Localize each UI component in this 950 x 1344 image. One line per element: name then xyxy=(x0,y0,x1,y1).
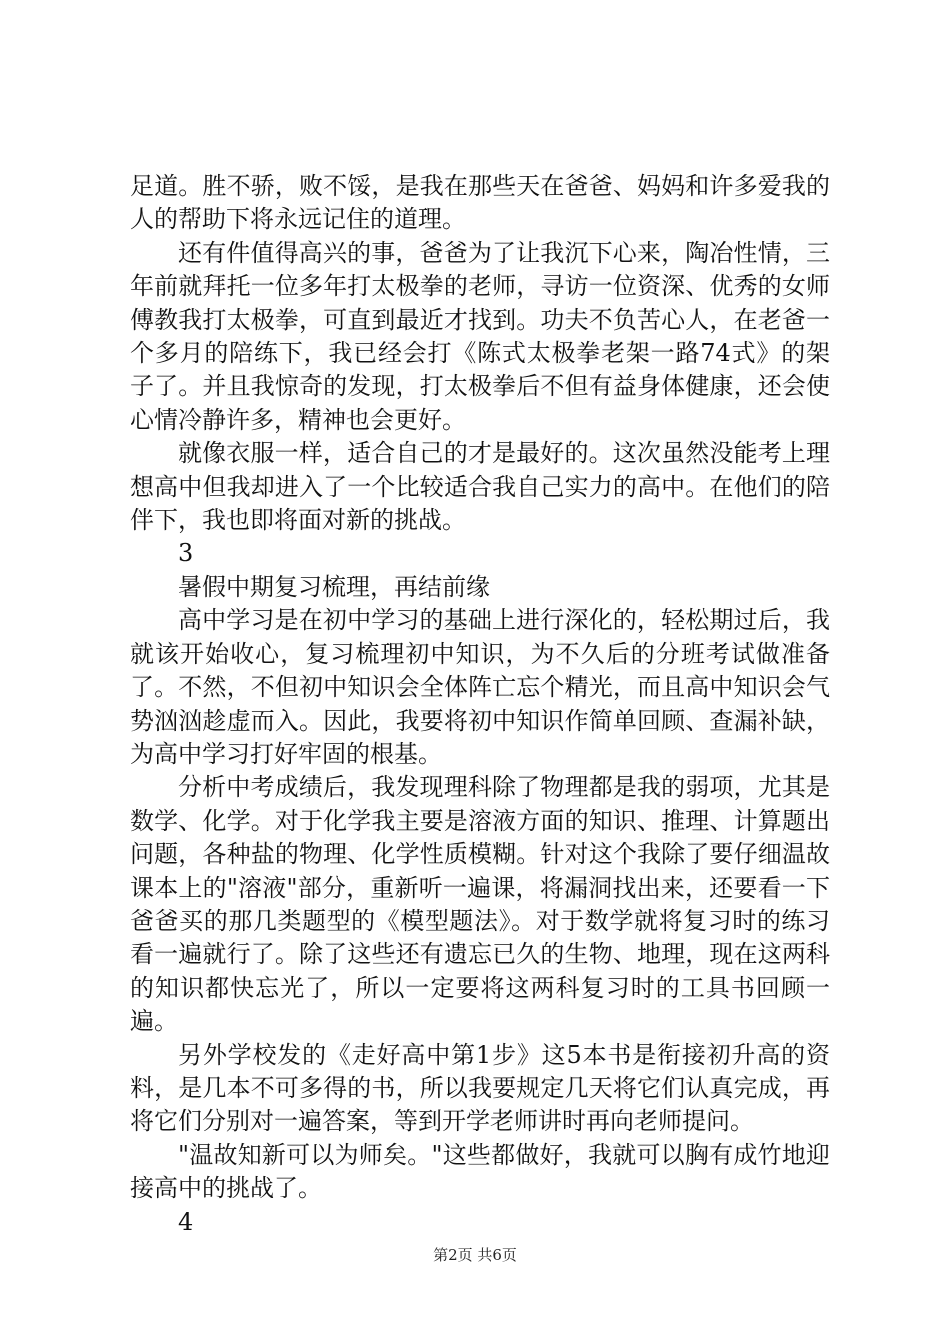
paragraph: 就像衣服一样，适合自己的才是最好的。这次虽然没能考上理想高中但我却进入了一个比较适合我自己实力的高中。在他们的陪伴下，我也即将面对新的挑战。 xyxy=(130,439,830,535)
paragraph: 另外学校发的《走好高中第1步》这5本书是衔接初升高的资料，是几本不可多得的书，所以我要规定几天将它们认真完成，再将它们分别对一遍答案，等到开学老师讲时再向老师提问。 xyxy=(130,1040,830,1136)
section-number: 3 xyxy=(178,539,194,568)
document-body xyxy=(130,170,830,1239)
section-heading: 暑假中期复习梳理，再结前缘 xyxy=(178,572,490,601)
paragraph: 高中学习是在初中学习的基础上进行深化的，轻松期过后，我就该开始收心，复习梳理初中知识，为不久后的分班考试做准备了。不然，不但初中知识会全体阵亡忘个精光，而且高中知识会气势汹汹趁虚而入。因此，我要将初中知识作简单回顾、查漏补缺，为高中学习打好牢固的根基。 xyxy=(130,606,830,768)
paragraph: "温故知新可以为师矣。"这些都做好，我就可以胸有成竹地迎接高中的挑战了。 xyxy=(130,1140,830,1203)
paragraph: 分析中考成绩后，我发现理科除了物理都是我的弱项，尤其是数学、化学。对于化学我主要是溶液方面的知识、推理、计算题出问题，各种盐的物理、化学性质模糊。针对这个我除了要仔细温故课本上的"溶液"部分，重新听一遍课，将漏洞找出来，还要看一下爸爸买的那几类题型的《模型题法》。对于数学就将复习时的练习看一遍就行了。除了这些还有遗忘已久的生物、地理，现在这两科的知识都快忘光了，所以一定要将这两科复习时的工具书回顾一遍。 xyxy=(130,773,830,1036)
paragraph: 还有件值得高兴的事，爸爸为了让我沉下心来，陶冶性情，三年前就拜托一位多年打太极拳的老师，寻访一位资深、优秀的女师傅教我打太极拳，可直到最近才找到。功夫不负苦心人，在老爸一个多月的陪练下，我已经会打《陈式太极拳老架一路74式》的架子了。并且我惊奇的发现，打太极拳后不但有益身体健康，还会使心情冷静许多，精神也会更好。 xyxy=(130,238,830,434)
page-footer: 第2页 共6页 xyxy=(433,1246,517,1264)
section-number: 4 xyxy=(178,1207,194,1236)
paragraph: 足道。胜不骄，败不馁，是我在那些天在爸爸、妈妈和许多爱我的人的帮助下将永远记住的道理。 xyxy=(130,172,830,234)
